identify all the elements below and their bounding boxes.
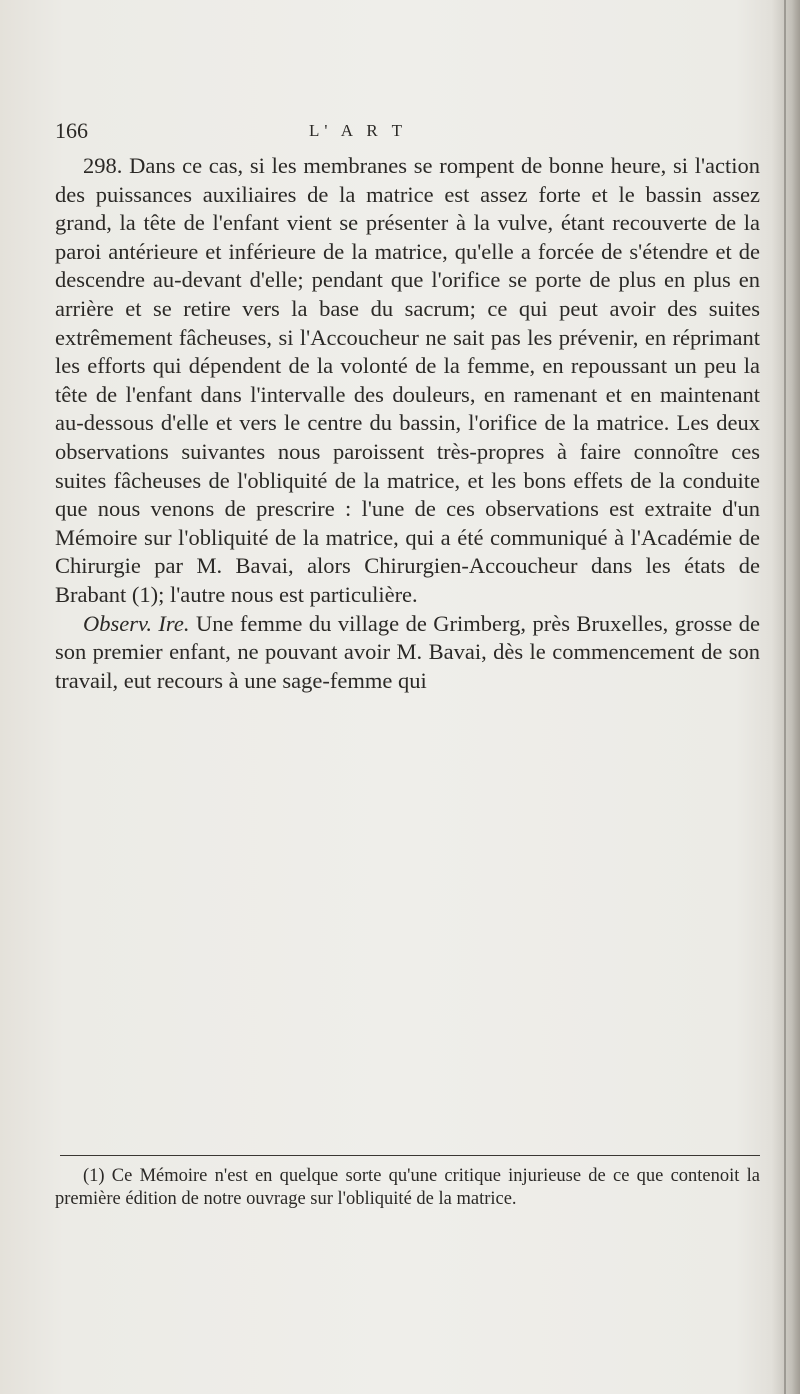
page-edge-line <box>784 0 786 1394</box>
main-text <box>55 152 760 695</box>
page-edge-shadow <box>772 0 800 1394</box>
footnote <box>55 1165 760 1211</box>
observation-text: Une femme du village de Grimberg, près Bruxelles, grosse de son premier enfant, ne pouvant avoir M. Bavai, dès le commencement de son travail, eut recours à une sage-femme qui <box>55 610 760 693</box>
running-head: L' A R T <box>309 121 408 140</box>
page-number: 166 <box>55 118 88 143</box>
observation-paragraph <box>55 610 760 696</box>
paragraph-298: 298. Dans ce cas, si les membranes se rompent de bonne heure, si l'action des puissances auxiliaires de la matrice est assez forte et le bassin assez grand, la tête de l'enfant vient se présenter à la vulve, étant recouverte de la paroi antérieure et inférieure de la matrice, qu'elle a forcée de s'étendre et de descendre au-devant d'elle; pendant que l'orifice se porte de plus en plus en arrière et se retire vers la base du sacrum; ce qui peut avoir des suites extrêmement fâcheuses, si l'Accoucheur ne sait pas les prévenir, en réprimant les efforts qui dépendent de la volonté de la femme, en repoussant un peu la tête de l'enfant dans l'intervalle des douleurs, en ramenant et en maintenant au-dessous d'elle et vers le centre du bassin, l'orifice de la matrice. Les deux observations suivantes nous paroissent très-propres à faire connoître ces suites fâcheuses de l'obliquité de la matrice, et les bons effets de la conduite que nous venons de prescrire : l'une de ces observations est extraite d'un Mémoire sur l'obliquité de la matrice, qui a été communiqué à l'Académie de Chirurgie par M. Bavai, alors Chirurgien-Accoucheur dans les états de Brabant (1); l'autre nous est particulière. <box>55 153 760 607</box>
footnote-rule <box>60 1155 760 1156</box>
page-header <box>55 118 755 148</box>
observation-label: Observ. Ire. <box>83 610 190 636</box>
footnote-text: (1) Ce Mémoire n'est en quelque sorte qu'une critique injurieuse de ce que contenoit la première édition de notre ouvrage sur l'obliquité de la matrice. <box>55 1166 760 1209</box>
